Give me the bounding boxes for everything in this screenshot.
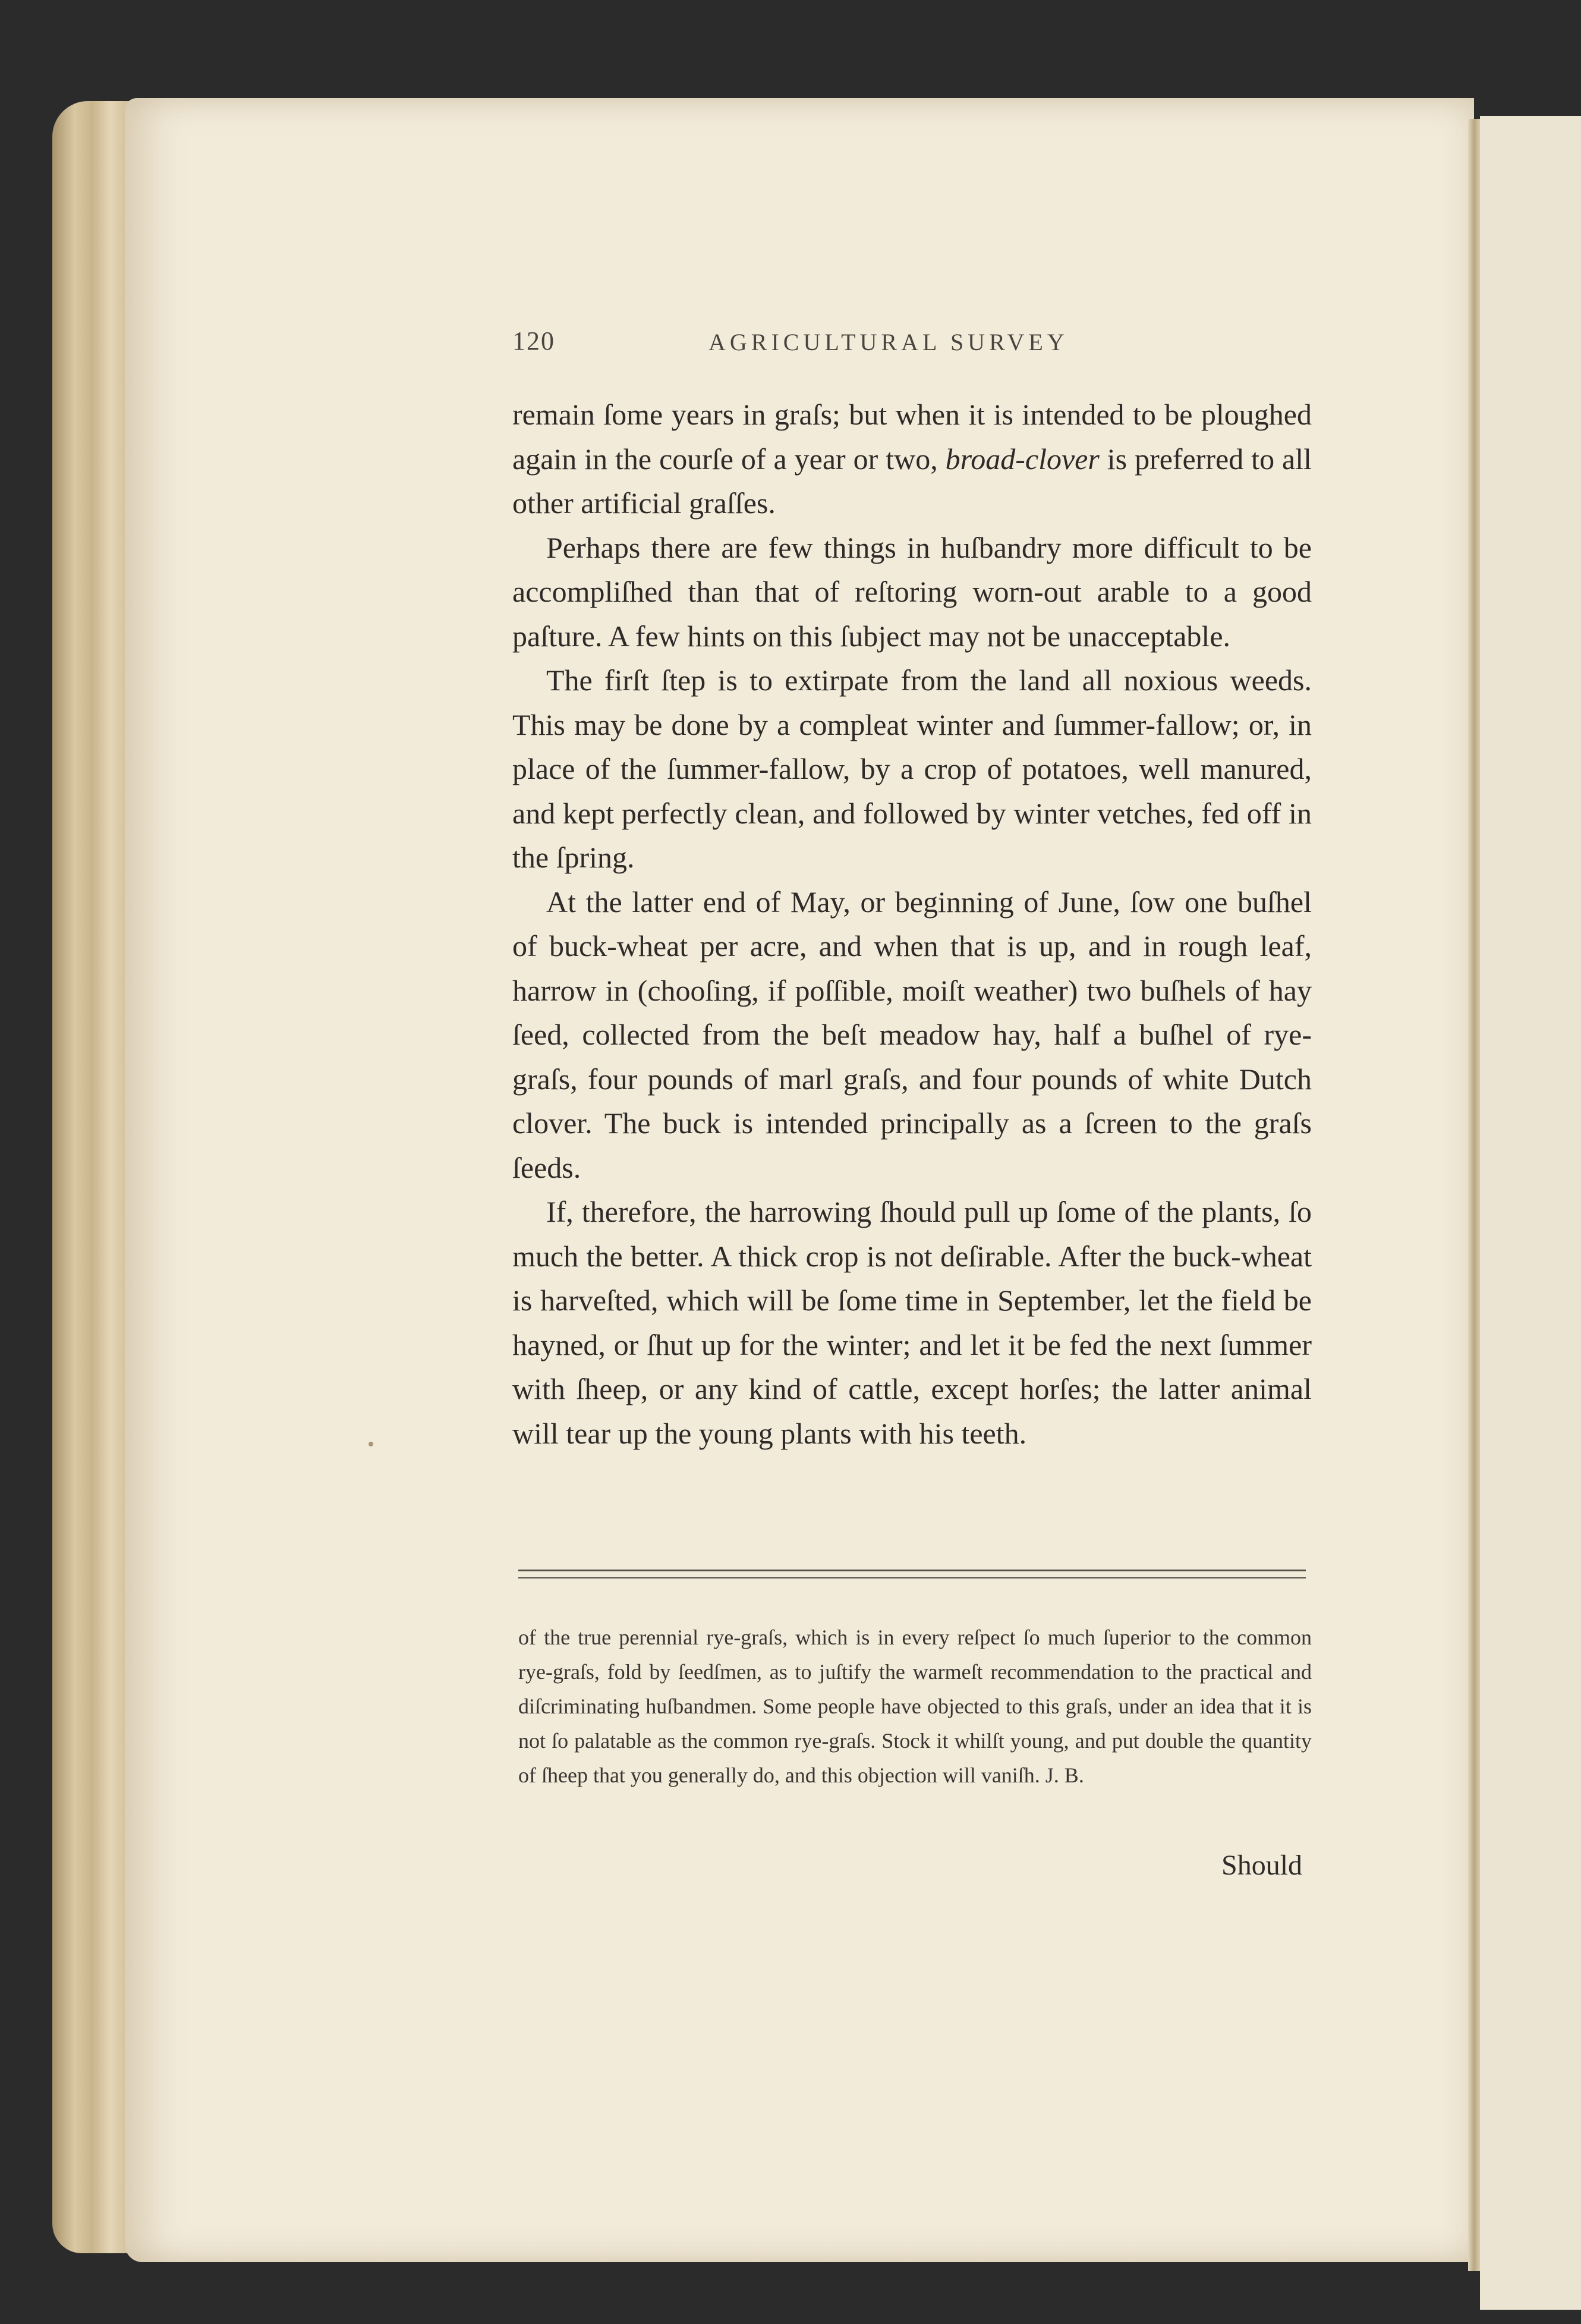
paragraph-3: The firſt ſtep is to extirpate from the land all noxious weeds. This may be done by a compleat winter and ſummer-fallow; or, in place of the ſummer-fallow, by a crop of potatoes, well manured, and kept perfectly clean, and followed by winter vetches, fed off in the ſpring. (512, 663, 1312, 874)
paragraph-1-end: is preferred to all other artificial graſſes. (512, 442, 1312, 520)
paragraph-1-text: remain ſome years in graſs; but when it is intended to be ploughed again in the courſe of a year or two, (512, 398, 1312, 476)
italic-term: broad-clover (945, 442, 1100, 476)
facing-page-edge (1480, 116, 1581, 2310)
catchword: Should (1221, 1850, 1303, 1881)
footnote-rule (518, 1570, 1306, 1578)
paragraph-5: If, therefore, the harrowing ſhould pull up ſome of the plants, ſo much the better. A thick crop is not deſirable. After the buck-wheat is harveſted, which will be ſome time in September, let the field be hayned, or ſhut up for the winter; and let it be fed the next ſummer with ſheep, or any kind of cattle, except horſes; the latter animal will tear up the young plants with his teeth. (512, 1195, 1312, 1450)
paragraph-1 (512, 392, 1312, 526)
ink-speck (369, 1442, 373, 1446)
page-number: 120 (512, 326, 555, 356)
page-header (512, 326, 1113, 367)
footnote: of the true perennial rye-graſs, which is in every reſpect ſo much ſuperior to the common rye-graſs, fold by ſeedſmen, as to juſtify the warmeſt recommendation to the practical and diſcriminating huſbandmen. Some people have objected to this graſs, under an idea that it is not ſo palatable as the common rye-graſs. Stock it whilſt young, and put double the quantity of ſheep that you generally do, and this objection will vaniſh. J. B. (518, 1625, 1312, 1787)
paragraph-4: At the latter end of May, or beginning of June, ſow one buſhel of buck-wheat per acre, and when that is up, and in rough leaf, harrow in (chooſing, if poſſible, moiſt weather) two buſhels of hay ſeed, collected from the beſt meadow hay, half a buſhel of rye-graſs, four pounds of marl graſs, and four pounds of white Dutch clover. The buck is intended principally as a ſcreen to the graſs ſeeds. (512, 885, 1312, 1184)
book-gutter (1468, 119, 1480, 2271)
running-title: AGRICULTURAL SURVEY (708, 329, 1069, 356)
paragraph-2: Perhaps there are few things in huſbandry more difficult to be accompliſhed than that of reſtoring worn-out arable to a good paſture. A few hints on this ſubject may not be unacceptable. (512, 530, 1312, 653)
body-text (512, 392, 1312, 1455)
